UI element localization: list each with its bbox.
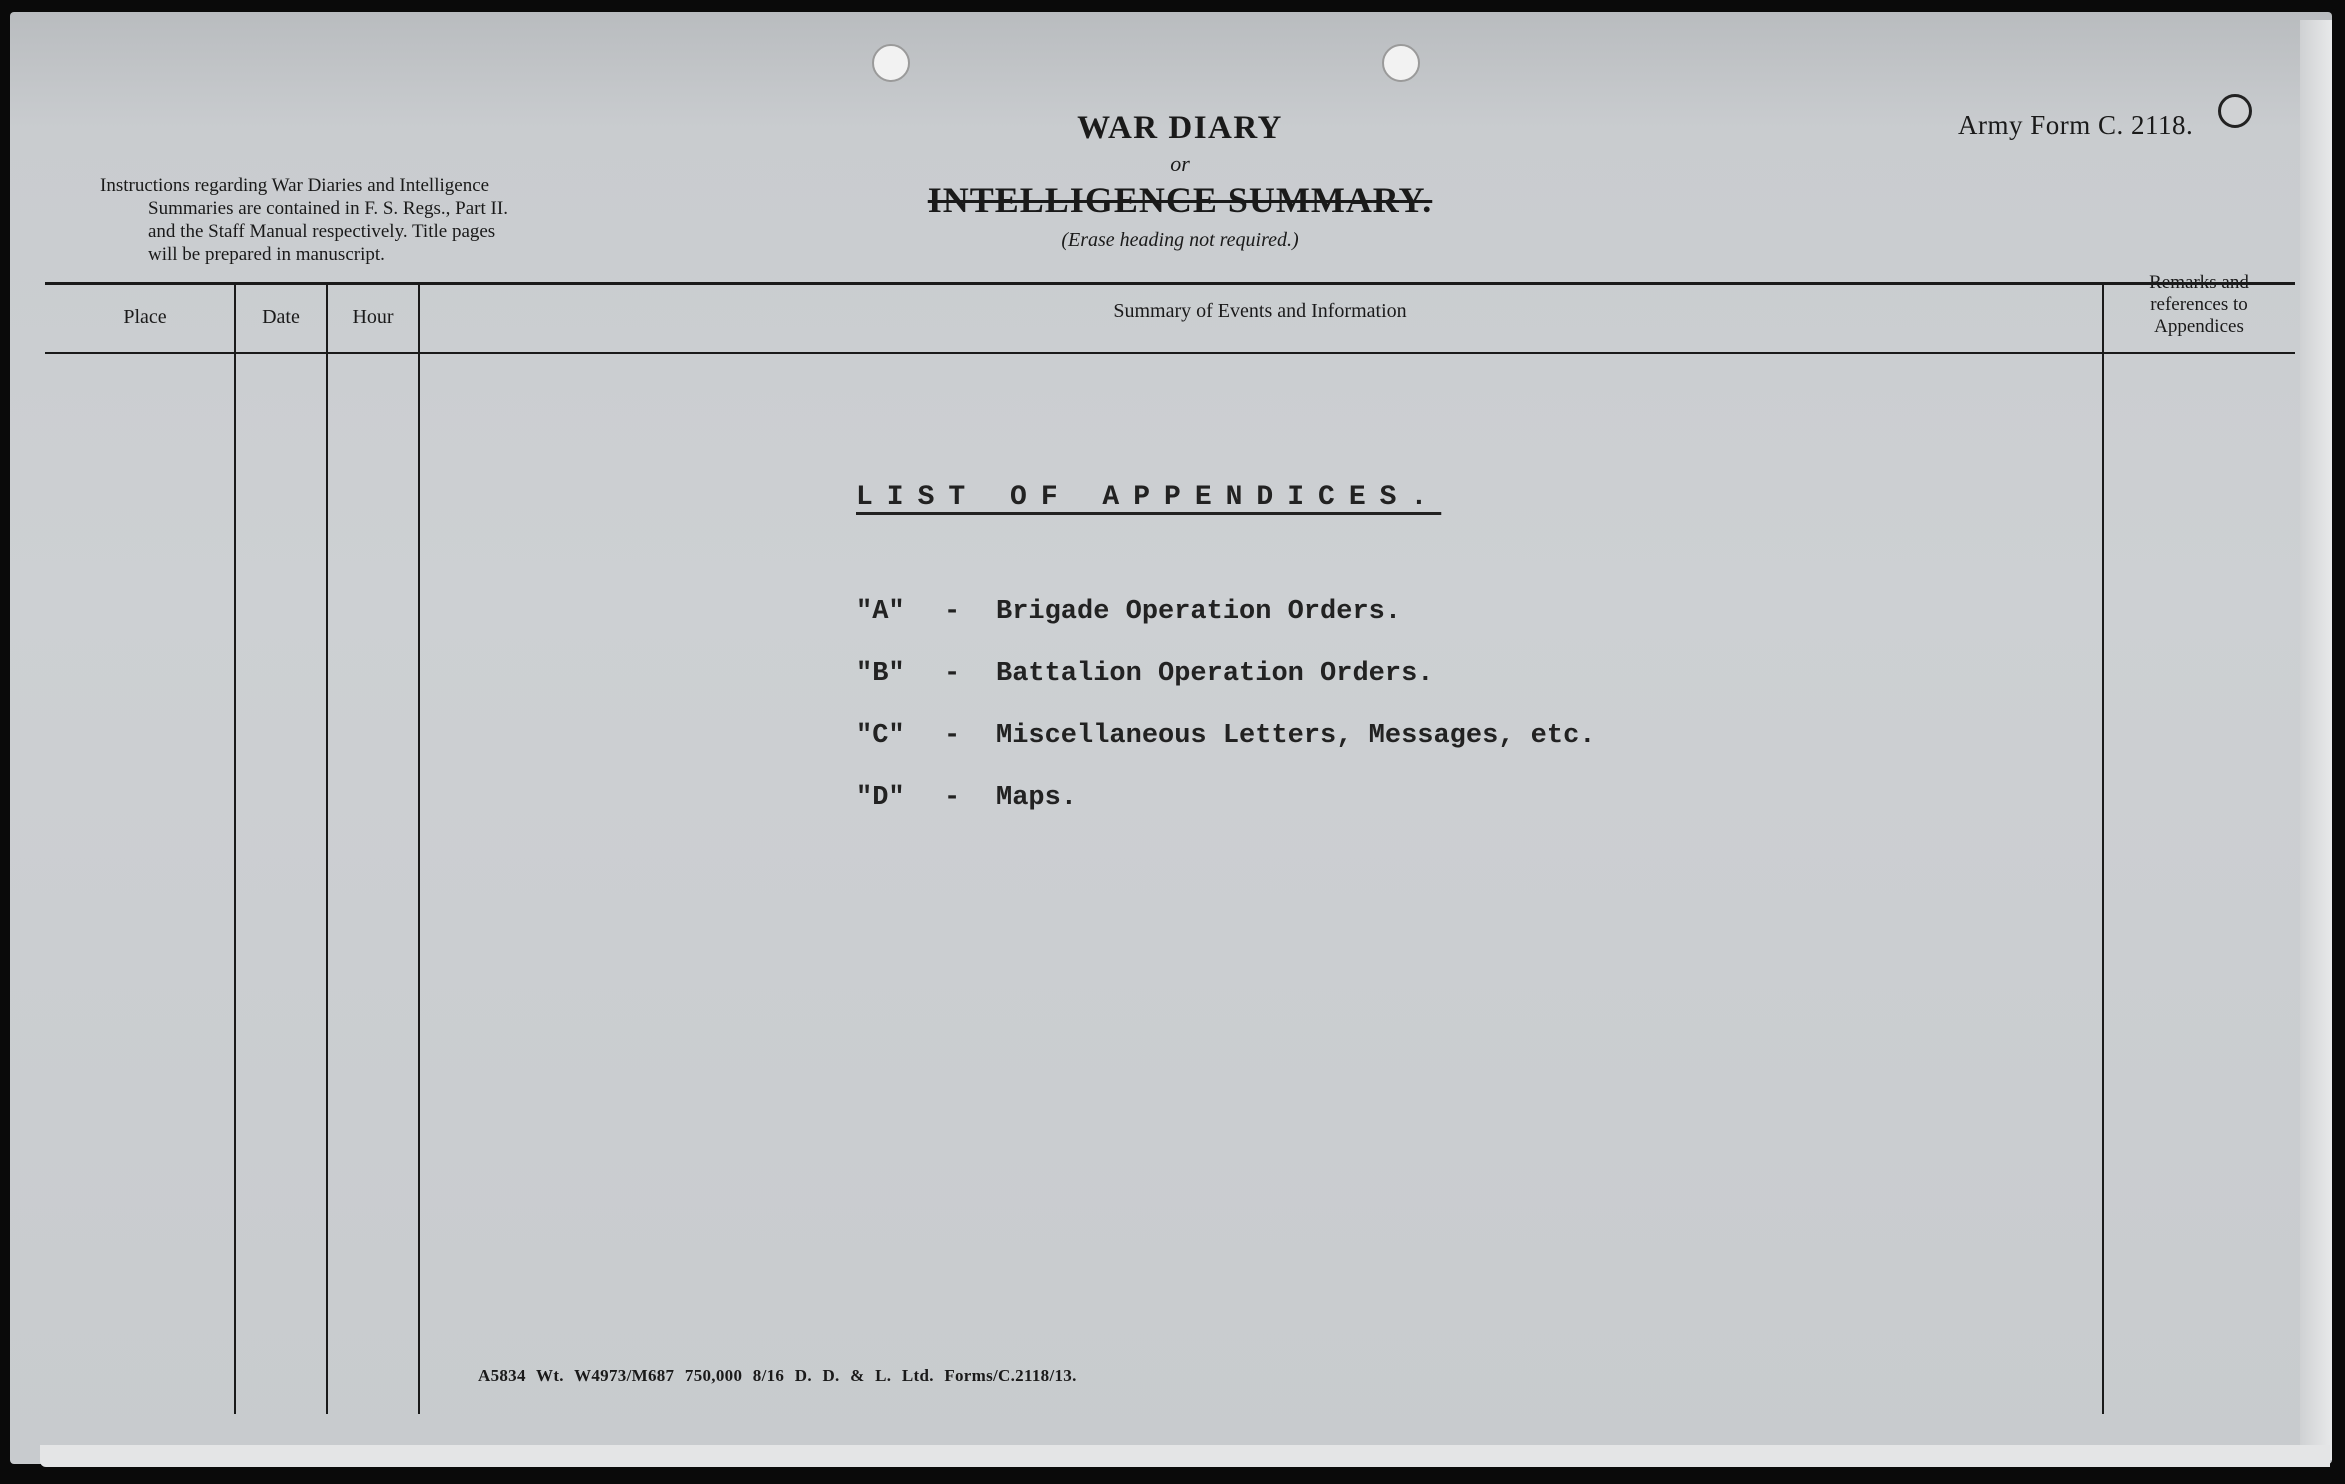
appendices-list [856,482,1656,845]
appendix-item [856,721,1656,751]
column-divider [2102,284,2104,1414]
appendix-item [856,597,1656,627]
appendix-text: Brigade Operation Orders. [996,597,1402,627]
column-header-remarks [2104,272,2294,338]
instructions-line: and the Staff Manual respectively. Title pages [148,221,496,242]
instructions-line: Summaries are contained in F. S. Regs., Part II. [148,198,508,219]
header-rule-top [45,282,2295,285]
appendix-item [856,659,1656,689]
appendix-dash: - [944,721,961,751]
appendix-key: "A" [856,597,905,627]
appendix-text: Battalion Operation Orders. [996,659,1434,689]
instructions-note [100,174,640,266]
sheet-edge-bottom [40,1445,2330,1467]
form-title-block [880,110,1480,252]
instructions-line: Instructions regarding War Diaries and Intelligence [100,175,490,196]
appendices-heading: LIST OF APPENDICES. [856,482,1442,513]
appendix-text: Maps. [996,783,1078,813]
form-title-or: or [1170,151,1190,176]
punch-hole-icon [1382,44,1420,82]
appendix-text: Miscellaneous Letters, Messages, etc. [996,721,1596,751]
appendix-key: "D" [856,783,905,813]
column-divider [326,284,328,1414]
column-header-place: Place [123,306,167,328]
remarks-line: Remarks and [2149,272,2249,293]
remarks-line: references to [2150,294,2248,315]
sheet-edge-right [2300,20,2332,1460]
appendix-dash: - [944,597,961,627]
appendix-key: "B" [856,659,905,689]
column-header-hour: Hour [352,306,394,328]
column-header-summary: Summary of Events and Information [1113,300,1407,322]
form-title-struck: INTELLIGENCE SUMMARY. [927,180,1433,220]
appendix-key: "C" [856,721,905,751]
form-title: WAR DIARY [1077,110,1283,146]
appendix-item [856,783,1656,813]
punch-hole-icon [2218,94,2252,128]
instructions-line: will be prepared in manuscript. [148,244,385,265]
column-divider [234,284,236,1414]
appendix-dash: - [944,783,961,813]
appendix-dash: - [944,659,961,689]
printer-imprint: A5834 Wt. W4973/M687 750,000 8/16 D. D. & L. Ltd. Forms/C.2118/13. [478,1366,1077,1385]
column-header-date: Date [262,306,300,328]
erase-note: (Erase heading not required.) [1061,229,1299,251]
army-form-number: Army Form C. 2118. [1958,110,2194,140]
remarks-line: Appendices [2154,316,2244,337]
column-divider [418,284,420,1414]
punch-hole-icon [872,44,910,82]
header-rule-bottom [45,352,2295,354]
